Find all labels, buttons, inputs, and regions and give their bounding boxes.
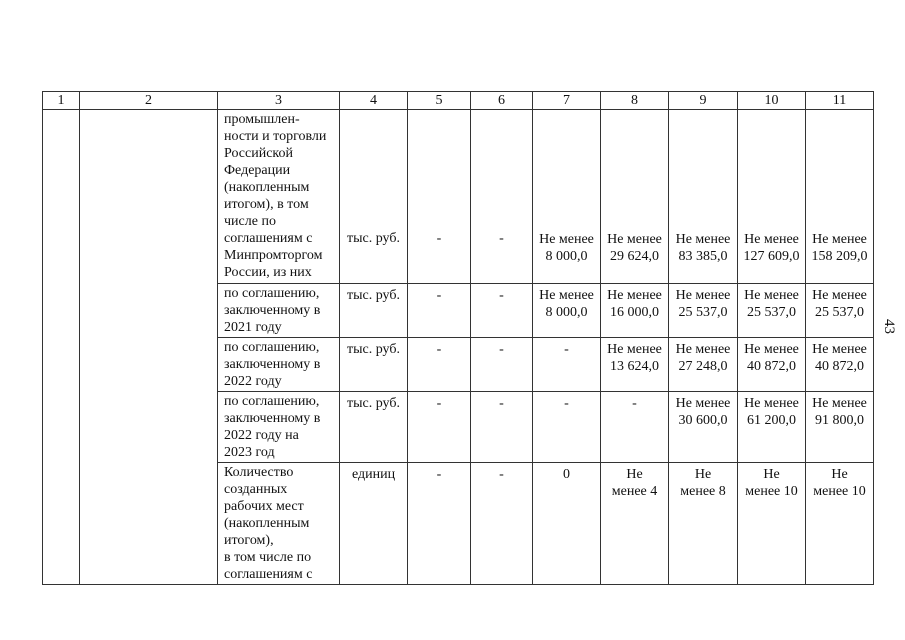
value-text: Не менее 91 800,0 xyxy=(812,396,867,428)
indicator-text: Количество созданных рабочих мест (накопленным итогом), в том числе по соглашениям с xyxy=(224,465,313,582)
value-cell xyxy=(601,463,669,585)
value-text: Не менее 4 xyxy=(611,467,658,499)
value-cell xyxy=(669,463,738,585)
empty-cell-col2 xyxy=(80,110,218,585)
column-number: 3 xyxy=(218,92,340,110)
value-cell xyxy=(738,463,806,585)
value-cell: - xyxy=(471,392,533,463)
column-number: 2 xyxy=(80,92,218,110)
column-number: 10 xyxy=(738,92,806,110)
column-number: 8 xyxy=(601,92,669,110)
continuation-table xyxy=(42,91,874,585)
indicator-cell xyxy=(218,338,340,392)
page-number xyxy=(880,313,896,339)
value-text: - xyxy=(632,396,637,411)
column-number: 9 xyxy=(669,92,738,110)
value-text: Не менее 10 xyxy=(745,467,798,499)
value-cell xyxy=(738,284,806,338)
value-cell: - xyxy=(471,338,533,392)
unit-cell: тыс. руб. xyxy=(340,392,408,463)
indicator-text: по соглашению, заключенному в 2021 году xyxy=(224,286,321,335)
value-cell: - xyxy=(408,392,471,463)
value-text: 0 xyxy=(563,467,570,482)
indicator-cell xyxy=(218,110,340,284)
indicator-cell xyxy=(218,392,340,463)
value-text: Не менее 30 600,0 xyxy=(675,396,731,428)
unit-cell: тыс. руб. xyxy=(340,338,408,392)
indicator-text: по соглашению, заключенному в 2022 году на 2023 год xyxy=(224,394,321,460)
value-cell xyxy=(806,392,874,463)
column-number: 11 xyxy=(806,92,874,110)
value-text: Не менее 61 200,0 xyxy=(744,396,799,428)
value-cell: - xyxy=(471,463,533,585)
column-number: 5 xyxy=(408,92,471,110)
value-cell xyxy=(601,338,669,392)
value-cell xyxy=(806,110,874,284)
value-text: Не менее 158 209,0 xyxy=(811,232,868,264)
value-cell xyxy=(533,284,601,338)
value-cell xyxy=(533,463,601,585)
value-cell xyxy=(806,338,874,392)
value-cell xyxy=(601,392,669,463)
value-cell xyxy=(806,284,874,338)
value-text: Не менее 27 248,0 xyxy=(675,342,731,374)
column-number: 4 xyxy=(340,92,408,110)
value-cell xyxy=(738,110,806,284)
value-text: Не менее 13 624,0 xyxy=(607,342,662,374)
unit-cell: тыс. руб. xyxy=(340,284,408,338)
page-number-text: 43 xyxy=(880,318,897,334)
indicator-cell xyxy=(218,284,340,338)
value-cell: - xyxy=(408,338,471,392)
value-cell xyxy=(533,392,601,463)
indicator-cell xyxy=(218,463,340,585)
value-cell: - xyxy=(408,463,471,585)
column-number: 6 xyxy=(471,92,533,110)
value-cell xyxy=(738,338,806,392)
value-cell xyxy=(806,463,874,585)
value-text: Не менее 10 xyxy=(813,467,866,499)
value-text: Не менее 25 537,0 xyxy=(675,288,731,320)
column-number-row xyxy=(43,92,874,110)
value-text: Не менее 40 872,0 xyxy=(812,342,867,374)
value-text: Не менее 16 000,0 xyxy=(607,288,662,320)
value-text: Не менее 127 609,0 xyxy=(743,232,800,264)
value-text: Не менее 8 000,0 xyxy=(539,232,594,264)
value-text: - xyxy=(564,342,569,357)
indicator-text: промышлен- ности и торговли Российской Федерации (накопленным итогом), в том числе по соглашениям с Минпромторгом России, из них xyxy=(224,112,327,280)
column-number: 1 xyxy=(43,92,80,110)
column-number: 7 xyxy=(533,92,601,110)
value-cell xyxy=(601,284,669,338)
indicator-text: по соглашению, заключенному в 2022 году xyxy=(224,340,321,389)
value-cell xyxy=(669,110,738,284)
value-cell xyxy=(669,338,738,392)
value-text: Не менее 29 624,0 xyxy=(607,232,662,264)
value-cell xyxy=(533,110,601,284)
value-cell: - xyxy=(408,284,471,338)
value-text: Не менее 25 537,0 xyxy=(812,288,867,320)
value-text: Не менее 40 872,0 xyxy=(744,342,799,374)
value-text: Не менее 8 000,0 xyxy=(539,288,594,320)
value-cell: - xyxy=(408,110,471,284)
value-cell xyxy=(669,284,738,338)
value-cell: - xyxy=(471,110,533,284)
unit-cell: тыс. руб. xyxy=(340,110,408,284)
unit-cell: единиц xyxy=(340,463,408,585)
value-cell xyxy=(738,392,806,463)
empty-cell-col1 xyxy=(43,110,80,585)
table-row xyxy=(43,110,874,284)
value-cell xyxy=(533,338,601,392)
value-text: Не менее 8 xyxy=(680,467,726,499)
value-text: - xyxy=(564,396,569,411)
value-cell: - xyxy=(471,284,533,338)
value-cell xyxy=(601,110,669,284)
value-text: Не менее 25 537,0 xyxy=(744,288,799,320)
value-text: Не менее 83 385,0 xyxy=(675,232,731,264)
value-cell xyxy=(669,392,738,463)
